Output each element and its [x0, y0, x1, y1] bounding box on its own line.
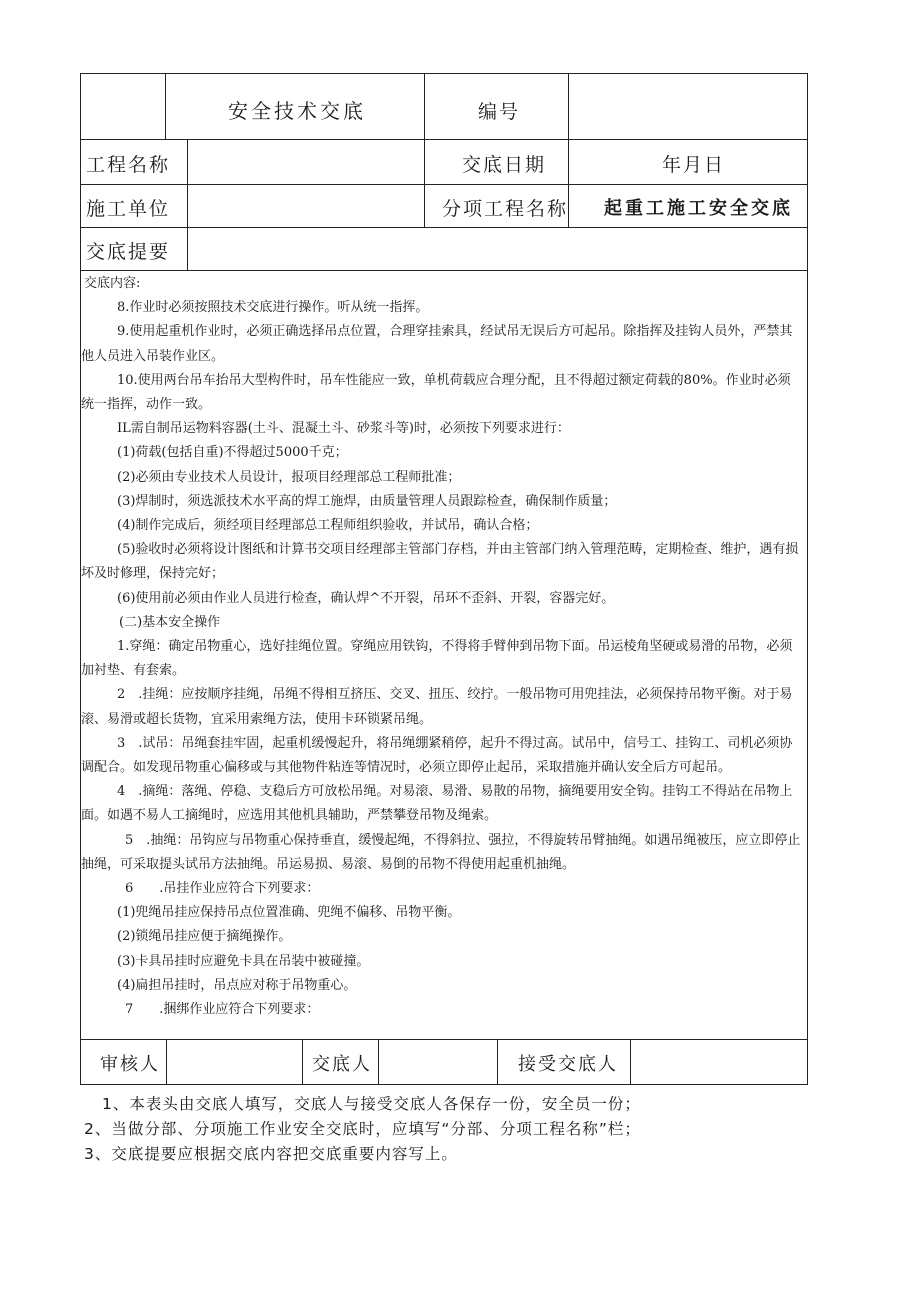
sig-divider-2 [302, 1039, 303, 1085]
form-title: 安全技术交底 [228, 99, 366, 123]
number-label: 编号 [478, 101, 521, 123]
date-label: 交底日期 [462, 154, 547, 176]
table-divider-title-left [165, 73, 166, 140]
sig-divider-1 [166, 1039, 167, 1085]
receiver-label: 接受交底人 [518, 1054, 618, 1075]
table-divider-label-col [187, 139, 188, 271]
content-paragraph: 6 .吊挂作业应符合下列要求： [125, 881, 320, 897]
content-paragraph: (4)制作完成后，须经项目经理部总工程师组织验收，并试吊，确认合格； [117, 518, 539, 534]
content-paragraph: (1)荷载(包括自重)不得超过5000千克； [117, 445, 348, 461]
content-subheading: (二)基本安全操作 [119, 614, 221, 630]
content-paragraph: (3)卡具吊挂时应避免卡具在吊装中被碰撞。 [117, 953, 370, 969]
content-paragraph: 7 .捆绑作业应符合下列要求： [125, 1002, 320, 1018]
discloser-label: 交底人 [312, 1054, 372, 1075]
content-paragraph: 10.使用两台吊车抬吊大型构件时，吊车性能应一致，单机荷载应合理分配，且不得超过额定荷载的80%。作业时必须统一指挥，动作一致。 [81, 372, 791, 413]
content-paragraph: (3)焊制时，须选派技术水平高的焊工施焊，由质量管理人员跟踪检查，确保制作质量； [117, 493, 617, 509]
sub-project-value: 起重工施工安全交底 [604, 198, 793, 219]
content-paragraph: 1.穿绳：确定吊物重心，选好挂绳位置。穿绳应用铁钩，不得将手臂伸到吊物下面。吊运棱角坚硬或易滑的吊物，必须加衬垫、有套索。 [81, 639, 793, 679]
summary-label: 交底提要 [86, 241, 171, 263]
footnote-3: 3、交底提要应根据交底内容把交底重要内容写上。 [84, 1145, 458, 1163]
date-value: 年月日 [662, 154, 726, 176]
content-paragraph: 4 .摘绳：落绳、停稳、支稳后方可放松吊绳。对易滚、易滑、易散的吊物，摘绳要用安全钩。挂钩工不得站在吊物上面。如遇不易人工摘绳时，应选用其他机具辅助，严禁攀登吊物及绳索。 [81, 784, 793, 824]
table-border-bottom [80, 1084, 808, 1085]
table-border-top [80, 73, 808, 74]
content-paragraph: 9.使用起重机作业时，必须正确选择吊点位置，合理穿挂索具，经试吊无误后方可起吊。除指挥及挂钩人员外，严禁其他人员进入吊装作业区。 [81, 324, 793, 364]
footnote-1: 1、本表头由交底人填写，交底人与接受交底人各保存一份，安全员一份； [102, 1095, 641, 1113]
sig-divider-5 [630, 1039, 631, 1085]
project-name-label: 工程名称 [86, 154, 171, 176]
content-heading: 交底内容: [84, 276, 141, 291]
table-border-row3 [80, 227, 808, 228]
table-border-right [807, 73, 808, 1085]
table-divider-right [568, 73, 569, 228]
content-paragraph: (6)使用前必须由作业人员进行检查，确认焊^不开裂，吊环不歪斜、开裂，容器完好。 [117, 590, 615, 606]
content-paragraph: (1)兜绳吊挂应保持吊点位置准确、兜绳不偏移、吊物平衡。 [117, 905, 461, 921]
content-paragraph: (5)验收时必须将设计图纸和计算书交项目经理部主管部门存档，并由主管部门纳入管理范畴，定期检查、维护，遇有损坏及时修理，保持完好； [81, 542, 799, 582]
sig-divider-4 [497, 1039, 498, 1085]
sig-divider-3 [378, 1039, 379, 1085]
table-border-row4 [80, 270, 808, 271]
sub-project-label: 分项工程名称 [442, 198, 569, 220]
table-border-row1 [80, 139, 808, 140]
disclosure-content [81, 272, 803, 1022]
content-paragraph: (2)必须由专业技术人员设计，报项目经理部总工程师批准； [117, 469, 461, 485]
content-paragraph: IL需自制吊运物料容器(土斗、混凝土斗、砂浆斗等)时，必须按下列要求进行： [117, 421, 570, 437]
content-paragraph: (4)扁担吊挂时，吊点应对称于吊物重心。 [117, 977, 357, 993]
construction-unit-label: 施工单位 [86, 198, 171, 220]
content-paragraph: 5 .抽绳：吊钩应与吊物重心保持垂直，缓慢起绳，不得斜拉、强拉，不得旋转吊臂抽绳。如遇吊绳被压，应立即停止抽绳，可采取提头试吊方法抽绳。吊运易损、易滚、易倒的吊物不得使用起重机抽绳。 [81, 832, 801, 872]
table-border-content-bottom [80, 1039, 808, 1040]
content-paragraph: 2 .挂绳：应按顺序挂绳，吊绳不得相互挤压、交叉、扭压、绞拧。一般吊物可用兜挂法，必须保持吊物平衡。对于易滚、易滑或超长货物，宜采用索绳方法，使用卡环锁紧吊绳。 [81, 687, 793, 727]
content-paragraph: 8.作业时必须按照技术交底进行操作。听从统一指挥。 [117, 300, 429, 316]
table-divider-middle [424, 73, 425, 228]
content-paragraph: 3 .试吊：吊绳套挂牢固，起重机缓慢起升，将吊绳绷紧稍停，起升不得过高。试吊中，信号工、挂钩工、司机必须协调配合。如发现吊物重心偏移或与其他物件粘连等情况时，必须立即停止起吊，采取措施并确认安全后方可起吊。 [81, 735, 793, 776]
content-paragraph: (2)锁绳吊挂应便于摘绳操作。 [117, 929, 292, 945]
table-border-row2 [80, 184, 808, 185]
footnote-2: 2、当做分部、分项施工作业安全交底时，应填写“分部、分项工程名称”栏； [84, 1120, 641, 1138]
reviewer-label: 审核人 [100, 1054, 160, 1075]
